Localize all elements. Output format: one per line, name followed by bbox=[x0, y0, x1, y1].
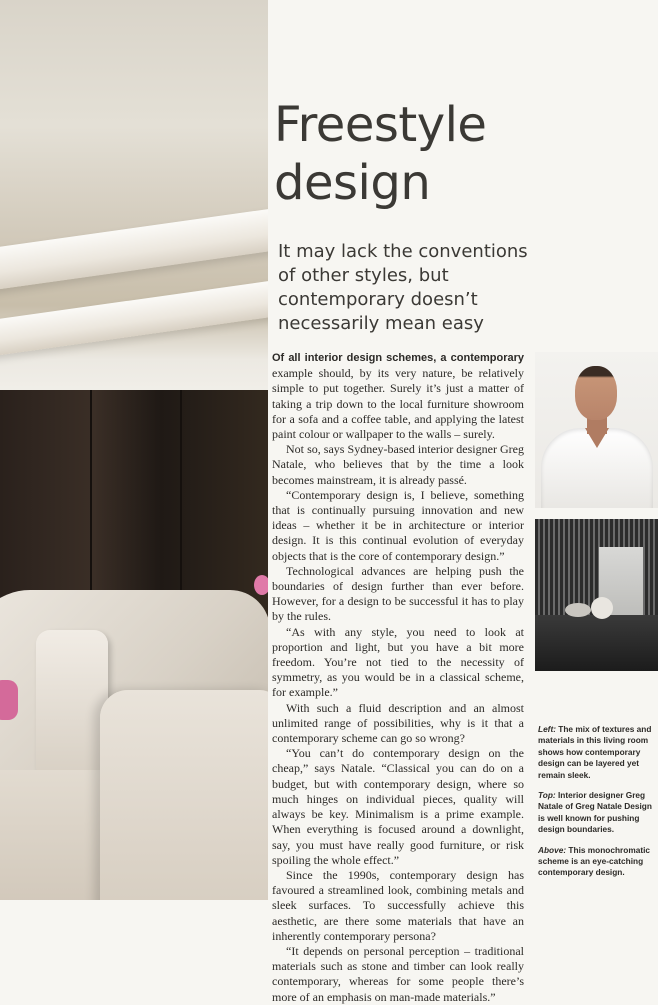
body-paragraph: With such a fluid description and an almost unlimited range of possibilities, why is it that a contemporary scheme can go so wrong? bbox=[272, 700, 524, 746]
body-paragraph: “You can’t do contemporary design on the cheap,” says Natale. “Classical you can do on a budget, but with contemporary design, where so much hinges on individual pieces, quality will always be key. Minimalism is a prime example. When everything is focused around a downlight, say, you must have really good furniture, or risk spoiling the whole effect.” bbox=[272, 746, 524, 867]
caption-top bbox=[538, 790, 656, 836]
title-line-1: Freestyle bbox=[274, 97, 487, 153]
monochrome-room-photo bbox=[535, 519, 658, 671]
sofa-arm bbox=[100, 690, 268, 900]
paragraph-text: example should, by its very nature, be relatively simple to put together. Surely it’s just a matter of taking a trip down to the local furniture showroom for a sofa and a coffee table, and applying the latest paint colour or wallpaper to the walls – surely. bbox=[272, 366, 524, 442]
body-paragraph: “Contemporary design is, I believe, something that is continually pursuing innovation and new ideas – whether it be in architecture or interior design. It is this continual evolution of everyday objects that is the core of contemporary design.” bbox=[272, 487, 524, 563]
caption-lead: Above: bbox=[538, 844, 567, 855]
body-paragraph bbox=[272, 350, 524, 442]
body-paragraph: Since the 1990s, contemporary design has favoured a streamlined look, combining metals and sleek surfaces. To successfully achieve this aesthetic, are there some materials that have an inherently contemporary persona? bbox=[272, 867, 524, 943]
body-paragraph: Technological advances are helping push the boundaries of design further than ever before. However, for a design to be successful it has to play by the rules. bbox=[272, 563, 524, 624]
glass-table bbox=[535, 615, 658, 671]
body-paragraph: “It depends on personal perception – traditional materials such as stone and timber can look really contemporary, whereas for some people there’s more of an emphasis on man-made materials.” bbox=[272, 943, 524, 1004]
photo-captions bbox=[538, 724, 656, 888]
flower-arrangement bbox=[565, 603, 591, 617]
body-paragraph: Not so, says Sydney-based interior designer Greg Natale, who believes that by the time a look becomes mainstream, it is already passé. bbox=[272, 442, 524, 487]
ceiling-curve bbox=[0, 207, 268, 292]
ceiling-curve bbox=[0, 279, 268, 358]
lead-in: Of all interior design schemes, a contemporary bbox=[272, 352, 524, 364]
article-title bbox=[274, 96, 574, 212]
title-line-2: design bbox=[274, 155, 431, 211]
caption-left bbox=[538, 724, 656, 781]
caption-above bbox=[538, 845, 656, 879]
caption-text: Interior designer Greg Natale of Greg Natale Design is well known for pushing design boundaries. bbox=[538, 790, 652, 835]
designer-portrait-photo bbox=[535, 352, 658, 508]
article-body bbox=[272, 350, 524, 1005]
portrait-head bbox=[575, 366, 617, 420]
caption-text: The mix of textures and materials in this living room shows how contemporary design can be layered yet remain sleek. bbox=[538, 724, 652, 780]
caption-lead: Top: bbox=[538, 790, 556, 801]
article-standfirst: It may lack the conventions of other styles, but contemporary doesn’t necessarily mean easy bbox=[278, 241, 528, 334]
vase bbox=[591, 597, 613, 619]
caption-lead: Left: bbox=[538, 724, 556, 734]
caption-text: This monochromatic scheme is an eye-catching contemporary design. bbox=[538, 844, 651, 878]
body-paragraph: “As with any style, you need to look at proportion and light, but you have a bit more freedom. You’re not tied to the necessity of symmetry, as you would be in a classical scheme, for example.” bbox=[272, 624, 524, 700]
living-room-photo bbox=[0, 0, 268, 900]
pink-cushion bbox=[0, 680, 18, 720]
pink-flower bbox=[254, 575, 268, 595]
sofa-cushion bbox=[36, 630, 108, 780]
